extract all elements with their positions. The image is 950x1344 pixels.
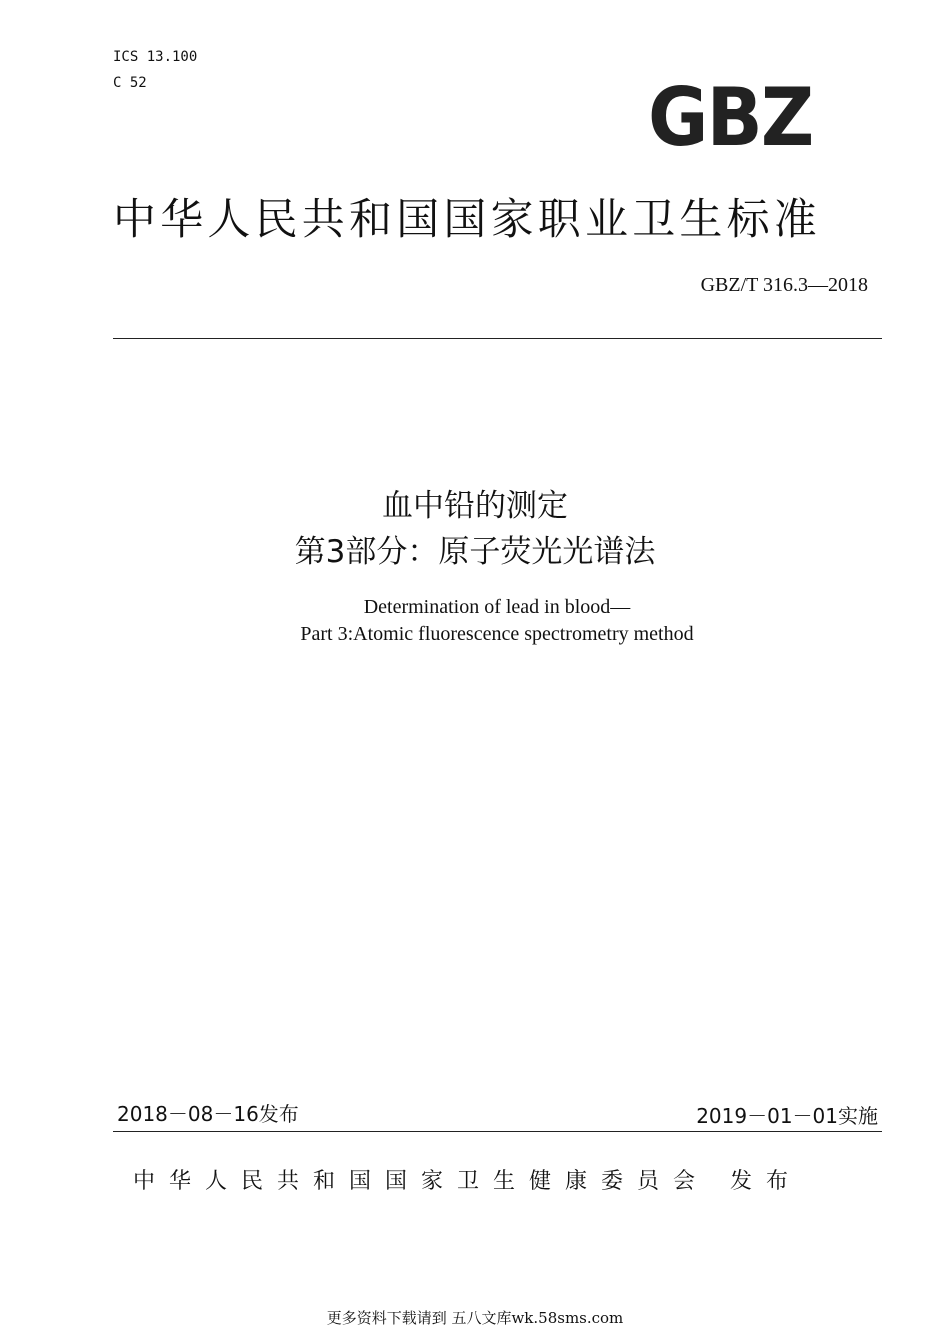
implementation-date: 2019－01－01实施	[696, 1104, 878, 1128]
authority-title: 中华人民共和国国家职业卫生标准	[113, 195, 821, 245]
chinese-title-line-2: 第3部分：原子荧光光谱法	[294, 534, 656, 570]
bottom-divider	[113, 1131, 882, 1132]
english-title-line-2: Part 3:Atomic fluorescence spectrometry method	[300, 623, 694, 645]
english-title-line-1: Determination of lead in blood—	[363, 596, 631, 618]
download-footer: 更多资料下载请到 五八文库wk.58sms.com	[326, 1309, 624, 1327]
publisher: 中华人民共和国国家卫生健康委员会 发布	[133, 1169, 802, 1194]
top-divider	[113, 338, 882, 339]
standard-number: GBZ/T 316.3—2018	[700, 274, 868, 296]
gbz-logo: GBZ	[648, 71, 813, 164]
classification-code: C 52	[113, 75, 147, 91]
ics-code: ICS 13.100	[113, 49, 198, 65]
chinese-title-line-1: 血中铅的测定	[382, 488, 568, 524]
issue-date: 2018－08－16发布	[117, 1102, 299, 1126]
